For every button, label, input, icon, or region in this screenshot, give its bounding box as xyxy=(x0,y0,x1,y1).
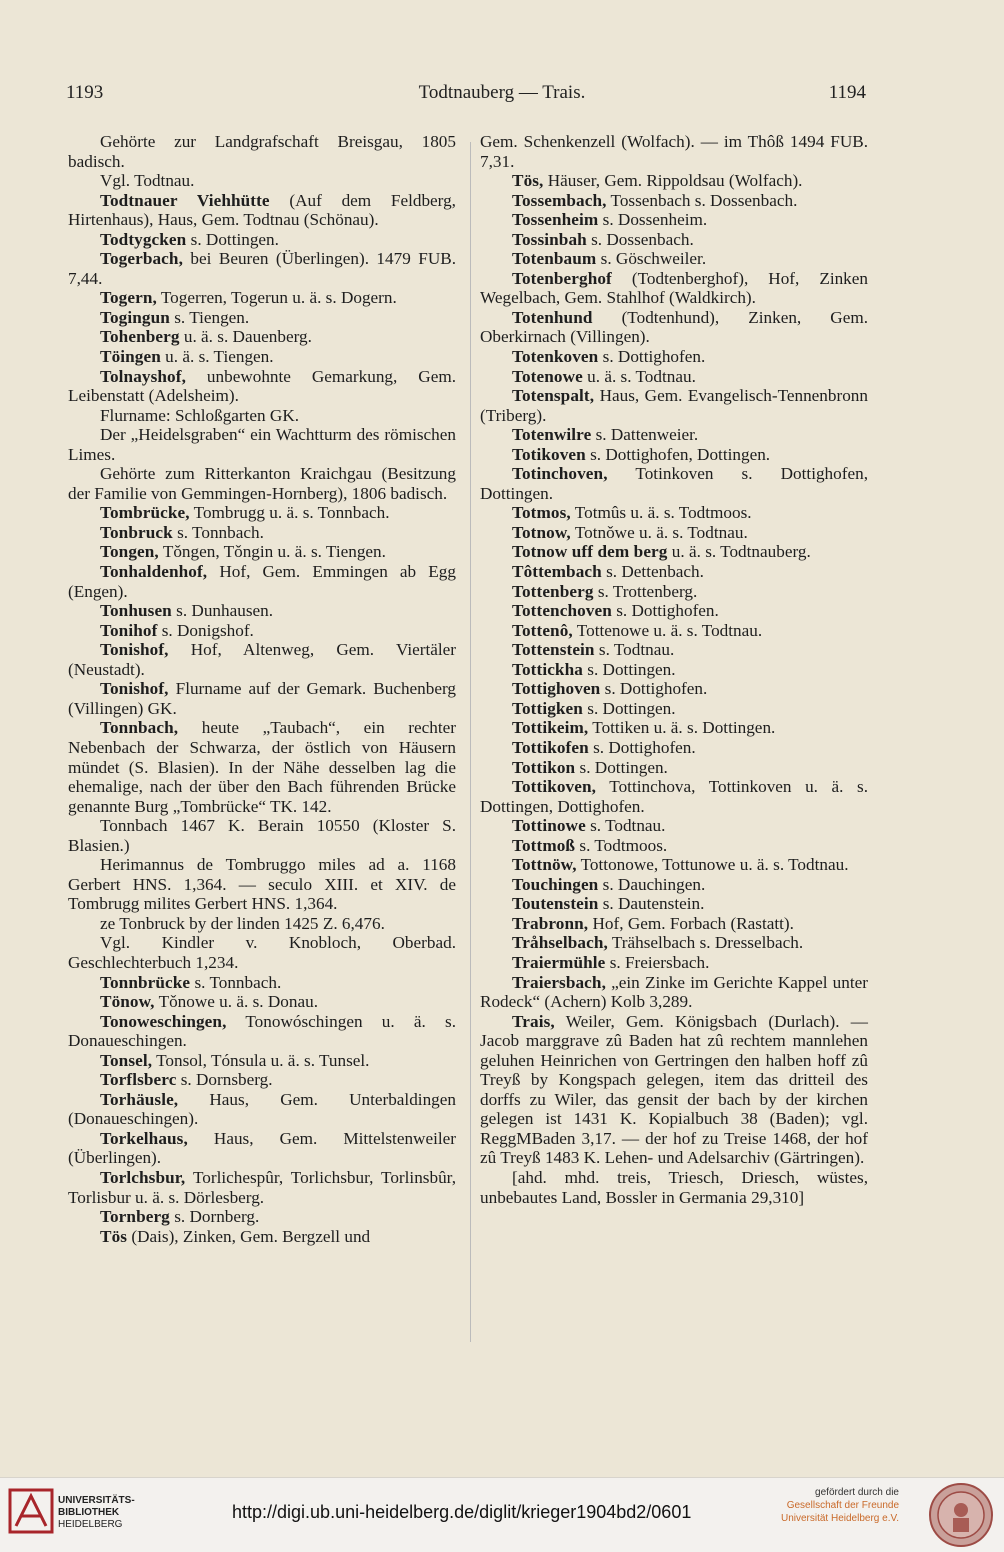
dictionary-entry xyxy=(480,836,868,856)
column-divider xyxy=(470,142,471,1342)
entry-text: s. Dottingen. xyxy=(575,757,668,777)
dictionary-entry xyxy=(68,288,456,308)
entry-headword: Tonnbach, xyxy=(100,718,179,738)
entry-text: Tottinchova, Tottinkoven u. ä. s. Dottingen, Dottighofen. xyxy=(480,777,868,816)
dictionary-entry xyxy=(480,562,868,582)
dictionary-entry xyxy=(480,875,868,895)
entry-text: Tǒngen, Tǒngin u. ä. s. Tiengen. xyxy=(158,542,386,562)
dictionary-entry xyxy=(68,992,456,1012)
dictionary-entry xyxy=(68,601,456,621)
entry-text: s. Tiengen. xyxy=(169,307,250,327)
dictionary-entry xyxy=(480,601,868,621)
document-url-link[interactable]: http://digi.ub.uni-heidelberg.de/diglit/krieger1904bd2/0601 xyxy=(232,1502,692,1522)
entry-text: s. Dauchingen. xyxy=(598,874,706,894)
dictionary-entry xyxy=(480,933,868,953)
entry-text: u. ä. s. Tiengen. xyxy=(160,347,274,367)
dictionary-entry xyxy=(480,640,868,660)
dictionary-entry xyxy=(68,973,456,993)
entry-text: Tǒnowe u. ä. s. Donau. xyxy=(154,992,318,1012)
dictionary-entry xyxy=(480,1012,868,1168)
dictionary-entry xyxy=(68,679,456,718)
entry-text: heute „Taubach“, ein rechter Nebenbach der Schwarza, der östlich von Häusern mündet (S. Blasien). In der Nähe desselben lag die ehemalige, nach der über den Bach führenden Brücke genannte Burg „Tombrücke“ TK. 142. xyxy=(68,718,456,816)
dictionary-entry xyxy=(68,308,456,328)
entry-text: Gehörte zur Landgrafschaft Breisgau, 1805 badisch. xyxy=(68,132,456,171)
entry-headword: Totenwilre xyxy=(512,425,592,445)
entry-text: s. Dornsberg. xyxy=(176,1070,273,1090)
entry-headword: Tottenberg xyxy=(512,581,594,601)
right-column xyxy=(480,132,868,1207)
dictionary-entry xyxy=(480,171,868,191)
dictionary-entry xyxy=(480,210,868,230)
entry-headword: Tråhselbach, xyxy=(512,933,608,953)
sponsor-notice: gefördert durch die Gesellschaft der Freunde Universität Heidelberg e.V. xyxy=(780,1487,899,1524)
dictionary-entry xyxy=(480,894,868,914)
dictionary-entry xyxy=(480,699,868,719)
dictionary-entry xyxy=(68,816,456,855)
dictionary-entry xyxy=(480,582,868,602)
entry-text: Flurname: Schloßgarten GK. xyxy=(100,405,300,425)
dictionary-entry xyxy=(480,718,868,738)
dictionary-entry xyxy=(480,425,868,445)
dictionary-entry xyxy=(68,1012,456,1051)
dictionary-entry xyxy=(68,464,456,503)
entry-text: s. Todtmoos. xyxy=(575,835,668,855)
entry-text: Flurname auf der Gemark. Buchenberg (Villingen) GK. xyxy=(68,679,456,718)
entry-text: s. Trottenberg. xyxy=(593,581,698,601)
entry-text: Totnǒwe u. ä. s. Todtnau. xyxy=(570,522,748,542)
entry-text: s. Dottingen. xyxy=(582,698,676,718)
entry-text: Tonsol, Tónsula u. ä. s. Tunsel. xyxy=(152,1050,370,1070)
entry-headword: Traiersbach, xyxy=(512,972,606,992)
entry-text: u. ä. s. Todtnau. xyxy=(582,366,696,386)
dictionary-entry xyxy=(68,718,456,816)
entry-text: s. Todtnau. xyxy=(585,816,666,836)
library-name: UNIVERSITÄTS- BIBLIOTHEK HEIDELBERG xyxy=(58,1495,135,1530)
entry-text: Togerren, Togerun u. ä. s. Dogern. xyxy=(156,288,397,308)
dictionary-entry xyxy=(68,914,456,934)
entry-text: u. ä. s. Todtnauberg. xyxy=(667,542,811,562)
entry-text: s. Tonnbach. xyxy=(172,522,264,542)
entry-headword: Tornberg xyxy=(100,1207,170,1227)
entry-headword: Tottmoß xyxy=(512,835,576,855)
entry-text: s. Dettenbach. xyxy=(601,562,704,582)
dictionary-entry xyxy=(68,347,456,367)
entry-headword: Trabronn, xyxy=(512,913,589,933)
dictionary-entry xyxy=(480,738,868,758)
entry-text: Haus, Gem. Evangelisch-Tennenbronn (Triberg). xyxy=(480,386,868,425)
dictionary-entry xyxy=(480,269,868,308)
entry-text: s. Donigshof. xyxy=(157,620,254,640)
dictionary-entry xyxy=(68,503,456,523)
entry-headword: Tottikon xyxy=(512,757,576,777)
entry-headword: Tonhaldenhof, xyxy=(100,562,208,582)
dictionary-entry xyxy=(68,191,456,230)
entry-text: Vgl. Kindler v. Knobloch, Oberbad. Geschlechterbuch 1,234. xyxy=(68,933,456,972)
entry-text: (Dais), Zinken, Gem. Bergzell und xyxy=(127,1226,371,1246)
entry-headword: Togerbach, xyxy=(100,249,183,269)
library-logo-icon xyxy=(8,1488,54,1534)
entry-headword: Tôttembach xyxy=(512,562,602,582)
entry-headword: Tombrücke, xyxy=(100,503,190,523)
entry-text: Tottonowe, Tottunowe u. ä. s. Todtnau. xyxy=(576,855,849,875)
entry-text: s. Dottighofen. xyxy=(600,679,708,699)
entry-text: „ein Zinke im Gerichte Kappel unter Rodeck“ (Achern) Kolb 3,289. xyxy=(480,972,868,1012)
entry-text: bei Beuren (Überlingen). 1479 FUB. 7,44. xyxy=(68,249,456,288)
entry-text: Tottenowe u. ä. s. Todtnau. xyxy=(572,620,763,640)
entry-headword: Tonishof, xyxy=(100,640,169,660)
entry-headword: Tönow, xyxy=(100,992,155,1012)
dictionary-entry xyxy=(480,464,868,503)
dictionary-entry xyxy=(68,523,456,543)
entry-text: Weiler, Gem. Königsbach (Durlach). — Jacob marggrave zû Baden hat zû rechtem mannlehen geluhen Heinrichen von Gertringen den halben hoff zû Treyß by Kongspach gelegen, item das dritteil des dorffs zu Wiler, das gensit der bach by der kirchen gelegen ist 1431 K. Kopialbuch 38 (Baden); vgl. ReggMBaden 3,17. — der hof zu Treise 1468, der hof zû Treyß 1483 K. Lehen- und Adelsarchiv (Gärtringen). xyxy=(480,1011,868,1168)
entry-headword: Tottnöw, xyxy=(512,855,577,875)
dictionary-entry xyxy=(480,973,868,1012)
entry-headword: Tonoweschingen, xyxy=(100,1011,227,1031)
page-number-right: 1194 xyxy=(828,82,866,103)
entry-text: u. ä. s. Dauenberg. xyxy=(179,327,312,347)
entry-text: Totinkoven s. Dottighofen, Dottingen. xyxy=(480,464,868,503)
entry-headword: Tongen, xyxy=(100,542,159,562)
entry-headword: Tonihof xyxy=(100,620,158,640)
entry-text: s. Dottingen. xyxy=(582,659,676,679)
dictionary-entry xyxy=(68,230,456,250)
entry-text: Der „Heidelsgraben“ ein Wachtturm des römischen Limes. xyxy=(68,425,456,464)
dictionary-entry xyxy=(480,308,868,347)
entry-text: (Todtenberghof), Hof, Zinken Wegelbach, Gem. Stahlhof (Waldkirch). xyxy=(480,268,868,308)
entry-text: Torlichespûr, Torlichsbur, Torlinsbûr, Torlisbur u. ä. s. Dörlesberg. xyxy=(68,1167,456,1207)
entry-headword: Tottickha xyxy=(512,659,583,679)
entry-headword: Tottenstein xyxy=(512,640,595,660)
entry-headword: Totenowe xyxy=(512,366,583,386)
entry-headword: Tonishof, xyxy=(100,679,169,699)
entry-headword: Torflsberc xyxy=(100,1070,177,1090)
entry-text: s. Dattenweier. xyxy=(591,425,699,445)
entry-headword: Tottikoven, xyxy=(512,777,597,797)
viewer-footer xyxy=(0,1477,1004,1552)
entry-text: Totmûs u. ä. s. Todtmoos. xyxy=(570,503,752,523)
entry-headword: Traiermühle xyxy=(512,952,606,972)
dictionary-entry xyxy=(68,1051,456,1071)
entry-headword: Tottikeim, xyxy=(512,718,589,738)
dictionary-entry xyxy=(68,1168,456,1207)
entry-headword: Totenberghof xyxy=(512,268,612,288)
entry-headword: Tottenô, xyxy=(512,620,573,640)
dictionary-entry xyxy=(480,855,868,875)
entry-headword: Totmos, xyxy=(512,503,571,523)
entry-headword: Tottenchoven xyxy=(512,601,612,621)
entry-headword: Torhäusle, xyxy=(100,1089,179,1109)
entry-headword: Torlchsbur, xyxy=(100,1167,186,1187)
dictionary-entry xyxy=(480,777,868,816)
dictionary-entry xyxy=(68,1227,456,1247)
dictionary-entry xyxy=(68,132,456,171)
dictionary-entry xyxy=(480,367,868,387)
entry-text: Vgl. Todtnau. xyxy=(100,171,195,191)
dictionary-entry xyxy=(480,679,868,699)
dictionary-entry xyxy=(480,621,868,641)
dictionary-entry xyxy=(480,660,868,680)
dictionary-entry xyxy=(480,132,868,171)
dictionary-entry xyxy=(68,621,456,641)
entry-text: s. Dossenheim. xyxy=(598,210,708,230)
entry-headword: Tohenberg xyxy=(100,327,180,347)
dictionary-entry xyxy=(68,542,456,562)
entry-text: Hof, Gem. Emmingen ab Egg (Engen). xyxy=(68,562,456,601)
entry-headword: Totinchoven, xyxy=(512,464,608,484)
dictionary-entry xyxy=(68,562,456,601)
entry-headword: Tossenheim xyxy=(512,210,599,230)
entry-text: s. Göschweiler. xyxy=(596,249,707,269)
entry-headword: Tonhusen xyxy=(100,601,172,621)
entry-headword: Togern, xyxy=(100,288,157,308)
entry-headword: Töingen xyxy=(100,347,161,367)
entry-text: Haus, Gem. Mittelstenweiler (Überlingen). xyxy=(68,1128,456,1168)
dictionary-entry xyxy=(68,1207,456,1227)
entry-headword: Totikoven xyxy=(512,444,586,464)
entry-headword: Toutenstein xyxy=(512,894,599,914)
dictionary-entry xyxy=(480,542,868,562)
dictionary-entry xyxy=(480,914,868,934)
entry-headword: Tonbruck xyxy=(100,522,173,542)
dictionary-entry xyxy=(480,503,868,523)
dictionary-entry xyxy=(68,640,456,679)
dictionary-entry xyxy=(480,347,868,367)
entry-text: Tombrugg u. ä. s. Tonnbach. xyxy=(189,503,390,523)
entry-headword: Totenbaum xyxy=(512,249,597,269)
entry-text: Tottiken u. ä. s. Dottingen. xyxy=(588,718,776,738)
entry-text: s. Dautenstein. xyxy=(598,894,705,914)
dictionary-entry xyxy=(68,406,456,426)
dictionary-entry xyxy=(68,1129,456,1168)
entry-headword: Totnow, xyxy=(512,522,571,542)
dictionary-entry xyxy=(480,953,868,973)
entry-headword: Totenspalt, xyxy=(512,386,595,406)
entry-headword: Tös, xyxy=(512,171,544,191)
entry-headword: Totenkoven xyxy=(512,347,599,367)
entry-text: unbewohnte Gemarkung, Gem. Leibenstatt (Adelsheim). xyxy=(68,366,456,406)
dictionary-entry xyxy=(68,367,456,406)
dictionary-entry xyxy=(68,933,456,972)
dictionary-entry xyxy=(68,249,456,288)
dictionary-entry xyxy=(480,230,868,250)
entry-headword: Tonnbrücke xyxy=(100,972,191,992)
entry-text: s. Dottighofen. xyxy=(588,737,696,757)
entry-text: s. Dottighofen. xyxy=(611,601,719,621)
dictionary-entry xyxy=(480,758,868,778)
dictionary-entry xyxy=(480,523,868,543)
dictionary-entry xyxy=(480,249,868,269)
left-column xyxy=(68,132,456,1246)
entry-text: Haus, Gem. Unterbaldingen (Donaueschingen). xyxy=(68,1089,456,1129)
dictionary-entry xyxy=(68,425,456,464)
entry-headword: Todtygcken xyxy=(100,229,187,249)
entry-text: Hof, Altenweg, Gem. Viertäler (Neustadt). xyxy=(68,640,456,679)
entry-text: s. Dottighofen, Dottingen. xyxy=(585,444,771,464)
entry-text: (Auf dem Feldberg, Hirtenhaus), Haus, Gem. Todtnau (Schönau). xyxy=(68,190,456,230)
entry-text: s. Todtnau. xyxy=(594,640,675,660)
entry-text: s. Dornberg. xyxy=(169,1207,260,1227)
entry-text: s. Freiersbach. xyxy=(605,952,710,972)
dictionary-entry xyxy=(68,855,456,914)
dictionary-entry xyxy=(68,327,456,347)
entry-headword: Tottikofen xyxy=(512,737,589,757)
entry-text: s. Tonnbach. xyxy=(190,972,282,992)
entry-text: [ahd. mhd. treis, Triesch, Driesch, wüstes, unbebautes Land, Bossler in Germania 29,310] xyxy=(480,1167,868,1207)
dictionary-entry xyxy=(480,1168,868,1207)
dictionary-entry xyxy=(68,171,456,191)
entry-text: (Todtenhund), Zinken, Gem. Oberkirnach (Villingen). xyxy=(480,307,868,347)
entry-text: s. Dunhausen. xyxy=(171,601,274,621)
entry-text: Herimannus de Tombruggo miles ad a. 1168 Gerbert HNS. 1,364. — seculo XIII. et XIV. de Tombrugg milites Gerbert HNS. 1,364. xyxy=(68,855,456,914)
entry-text: Hof, Gem. Forbach (Rastatt). xyxy=(588,913,794,933)
dictionary-entry xyxy=(68,1070,456,1090)
entry-text: Tonowóschingen u. ä. s. Donaueschingen. xyxy=(68,1011,456,1051)
entry-headword: Totnow uff dem berg xyxy=(512,542,668,562)
entry-headword: Tonsel, xyxy=(100,1050,153,1070)
university-seal-icon xyxy=(928,1482,994,1548)
entry-headword: Tossinbah xyxy=(512,229,587,249)
entry-text: Tossenbach s. Dossenbach. xyxy=(606,190,798,210)
entry-headword: Todtnauer Viehhütte xyxy=(100,190,270,210)
entry-text: s. Dottighofen. xyxy=(598,347,706,367)
entry-headword: Tossembach, xyxy=(512,190,607,210)
entry-headword: Totenhund xyxy=(512,307,593,327)
entry-headword: Trais, xyxy=(512,1011,555,1031)
dictionary-entry xyxy=(480,191,868,211)
entry-headword: Torkelhaus, xyxy=(100,1128,188,1148)
entry-text: s. Dossenbach. xyxy=(586,229,694,249)
entry-headword: Tottinowe xyxy=(512,816,586,836)
entry-headword: Tolnayshof, xyxy=(100,366,186,386)
entry-headword: Touchingen xyxy=(512,874,599,894)
page-number-left: 1193 xyxy=(66,82,104,103)
dictionary-entry xyxy=(68,1090,456,1129)
running-title: Todtnauberg — Trais. xyxy=(418,82,586,103)
entry-text: ze Tonbruck by der linden 1425 Z. 6,476. xyxy=(100,913,385,933)
entry-headword: Togingun xyxy=(100,307,170,327)
entry-text: Trähselbach s. Dresselbach. xyxy=(607,933,804,953)
entry-text: Gem. Schenkenzell (Wolfach). — im Thôß 1494 FUB. 7,31. xyxy=(480,132,868,171)
entry-text: Tonnbach 1467 K. Berain 10550 (Kloster S. Blasien.) xyxy=(68,816,456,855)
dictionary-entry xyxy=(480,816,868,836)
entry-headword: Tottigken xyxy=(512,698,583,718)
entry-headword: Tös xyxy=(100,1226,128,1246)
dictionary-entry xyxy=(480,445,868,465)
entry-text: Häuser, Gem. Rippoldsau (Wolfach). xyxy=(543,171,803,191)
entry-text: s. Dottingen. xyxy=(186,229,279,249)
entry-text: Gehörte zum Ritterkanton Kraichgau (Besitzung der Familie von Gemmingen-Hornberg), 1806 badisch. xyxy=(68,464,456,503)
dictionary-entry xyxy=(480,386,868,425)
entry-headword: Tottighoven xyxy=(512,679,601,699)
